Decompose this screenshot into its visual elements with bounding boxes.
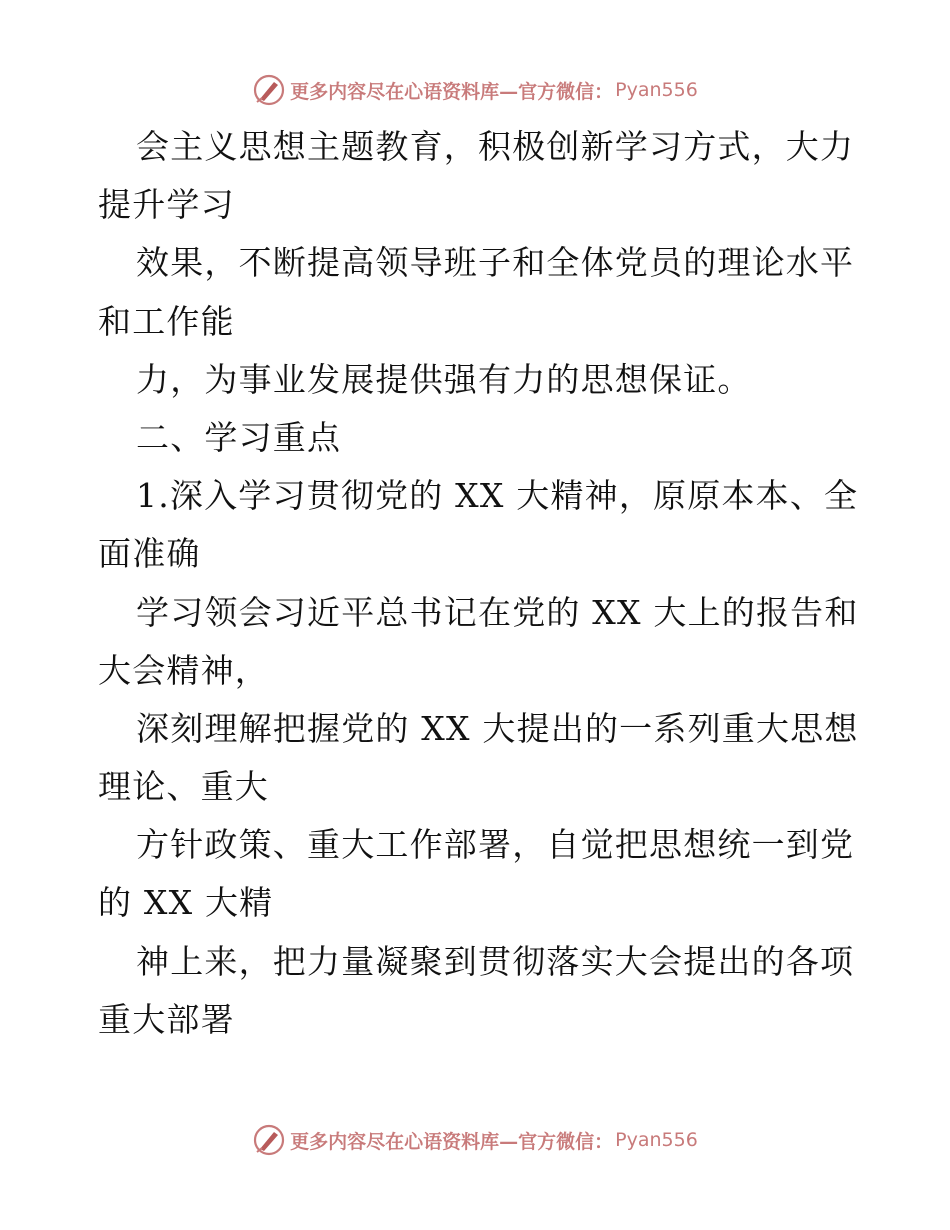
- header-watermark: [0, 70, 950, 110]
- text-line: 效果，不断提高领导班子和全体党员的理论水平: [136, 243, 855, 283]
- watermark-wechat-id: Pyan556: [615, 79, 698, 101]
- footer-watermark: [0, 1120, 950, 1160]
- text-line: 理论、重大: [98, 767, 269, 807]
- text-line: 和工作能: [98, 301, 235, 341]
- text-line: 重大部署: [98, 999, 235, 1039]
- watermark-text: 更多内容尽在心语资料库—官方微信：: [290, 80, 614, 103]
- watermark-wechat-id: Pyan556: [615, 1129, 698, 1151]
- text-line: 面准确: [98, 534, 201, 574]
- text-line: 方针政策、重大工作部署，自觉把思想统一到党: [136, 825, 855, 865]
- pen-logo-icon: [252, 73, 286, 107]
- document-body: [98, 118, 858, 1049]
- text-line: 学习领会习近平总书记在党的 XX 大上的报告和: [136, 592, 859, 632]
- text-line: 深刻理解把握党的 XX 大提出的一系列重大思想: [136, 708, 859, 748]
- text-line: 1.深入学习贯彻党的 XX 大精神，原原本本、全: [136, 476, 859, 516]
- text-line: 的 XX 大精: [98, 883, 274, 923]
- pen-logo-icon: [252, 1123, 286, 1157]
- text-line: 大会精神，: [98, 650, 269, 690]
- text-line: 力，为事业发展提供强有力的思想保证。: [136, 359, 752, 399]
- section-heading: 二、学习重点: [136, 417, 342, 457]
- watermark-text: 更多内容尽在心语资料库—官方微信：: [290, 1130, 614, 1153]
- text-line: 神上来，把力量凝聚到贯彻落实大会提出的各项: [136, 941, 855, 981]
- text-line: 会主义思想主题教育，积极创新学习方式，大力: [136, 127, 855, 166]
- text-line: 提升学习: [98, 185, 235, 225]
